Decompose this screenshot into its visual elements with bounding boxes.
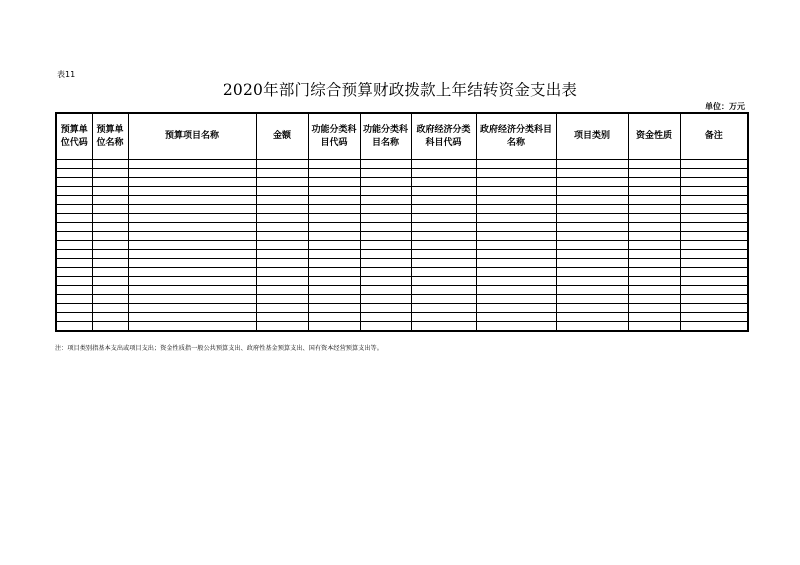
table-cell (556, 160, 628, 169)
table-number: 表11 (57, 70, 76, 79)
table-cell (308, 277, 360, 286)
table-cell (92, 259, 128, 268)
table-cell (308, 214, 360, 223)
table-cell (256, 295, 308, 304)
table-cell (92, 241, 128, 250)
table-cell (360, 214, 411, 223)
table-cell (56, 250, 92, 259)
table-row (56, 268, 748, 277)
table-cell (256, 259, 308, 268)
table-cell (308, 178, 360, 187)
table-row (56, 304, 748, 313)
table-cell (308, 205, 360, 214)
table-cell (628, 214, 680, 223)
header-economic-code: 政府经济分类科目代码 (411, 113, 476, 160)
table-cell (556, 205, 628, 214)
table-cell (411, 304, 476, 313)
table-cell (411, 259, 476, 268)
table-cell (92, 295, 128, 304)
table-cell (308, 196, 360, 205)
table-row (56, 259, 748, 268)
table-cell (680, 169, 748, 178)
table-cell (628, 259, 680, 268)
table-cell (256, 313, 308, 322)
header-project-name: 预算项目名称 (128, 113, 256, 160)
table-cell (128, 286, 256, 295)
table-cell (308, 259, 360, 268)
table-cell (556, 268, 628, 277)
table-cell (360, 268, 411, 277)
table-cell (476, 241, 556, 250)
table-cell (411, 268, 476, 277)
table-cell (256, 304, 308, 313)
table-cell (556, 178, 628, 187)
table-cell (308, 250, 360, 259)
table-cell (411, 205, 476, 214)
table-row (56, 169, 748, 178)
table-cell (556, 196, 628, 205)
table-cell (411, 169, 476, 178)
table-cell (56, 169, 92, 178)
table-cell (56, 232, 92, 241)
table-cell (680, 304, 748, 313)
table-cell (56, 304, 92, 313)
table-cell (92, 250, 128, 259)
table-cell (411, 178, 476, 187)
table-cell (92, 178, 128, 187)
table-cell (360, 178, 411, 187)
table-cell (92, 160, 128, 169)
table-cell (556, 232, 628, 241)
table-cell (256, 196, 308, 205)
table-cell (56, 187, 92, 196)
table-cell (556, 277, 628, 286)
table-cell (256, 268, 308, 277)
table-cell (56, 178, 92, 187)
table-cell (680, 286, 748, 295)
table-cell (680, 205, 748, 214)
table-row (56, 178, 748, 187)
table-cell (56, 286, 92, 295)
table-cell (680, 295, 748, 304)
table-cell (556, 304, 628, 313)
table-cell (92, 232, 128, 241)
table-row (56, 295, 748, 304)
table-cell (256, 178, 308, 187)
header-remarks: 备注 (680, 113, 748, 160)
table-row (56, 232, 748, 241)
table-cell (128, 160, 256, 169)
table-cell (92, 313, 128, 322)
table-cell (128, 304, 256, 313)
table-cell (360, 277, 411, 286)
table-cell (92, 223, 128, 232)
table-cell (556, 295, 628, 304)
table-cell (411, 322, 476, 332)
table-cell (256, 232, 308, 241)
table-cell (680, 196, 748, 205)
table-row (56, 187, 748, 196)
table-cell (128, 295, 256, 304)
table-cell (128, 259, 256, 268)
table-cell (411, 187, 476, 196)
table-cell (411, 313, 476, 322)
table-cell (628, 169, 680, 178)
table-cell (128, 322, 256, 332)
table-cell (56, 241, 92, 250)
table-cell (476, 277, 556, 286)
table-cell (680, 259, 748, 268)
table-cell (360, 241, 411, 250)
header-unit-code: 预算单位代码 (56, 113, 92, 160)
table-cell (556, 286, 628, 295)
table-cell (556, 214, 628, 223)
table-cell (476, 313, 556, 322)
table-cell (411, 277, 476, 286)
table-cell (628, 286, 680, 295)
table-cell (256, 277, 308, 286)
table-cell (56, 223, 92, 232)
table-cell (476, 205, 556, 214)
table-cell (256, 214, 308, 223)
table-cell (256, 169, 308, 178)
table-cell (680, 313, 748, 322)
table-cell (628, 223, 680, 232)
table-cell (128, 232, 256, 241)
table-cell (411, 250, 476, 259)
table-cell (360, 322, 411, 332)
table-cell (256, 241, 308, 250)
table-cell (256, 223, 308, 232)
table-cell (680, 160, 748, 169)
footnote: 注：项目类别指基本支出或项目支出；资金性质指一般公共预算支出、政府性基金预算支出、国有资本经营预算支出等。 (55, 345, 383, 352)
table-cell (92, 277, 128, 286)
table-cell (628, 268, 680, 277)
table-cell (628, 196, 680, 205)
table-cell (308, 304, 360, 313)
table-cell (360, 205, 411, 214)
table-cell (360, 160, 411, 169)
table-cell (360, 295, 411, 304)
table-cell (476, 178, 556, 187)
table-cell (360, 223, 411, 232)
table-cell (556, 223, 628, 232)
table-cell (92, 205, 128, 214)
table-cell (628, 241, 680, 250)
table-cell (628, 313, 680, 322)
table-cell (128, 205, 256, 214)
table-cell (628, 322, 680, 332)
table-row (56, 214, 748, 223)
table-cell (411, 160, 476, 169)
table-cell (92, 304, 128, 313)
table-cell (360, 196, 411, 205)
table-cell (476, 304, 556, 313)
table-row (56, 223, 748, 232)
table-cell (476, 250, 556, 259)
table-cell (476, 259, 556, 268)
table-cell (680, 250, 748, 259)
table-cell (476, 295, 556, 304)
table-cell (128, 250, 256, 259)
table-cell (256, 187, 308, 196)
table-cell (308, 223, 360, 232)
table-cell (92, 322, 128, 332)
table-cell (308, 268, 360, 277)
table-cell (56, 259, 92, 268)
table-cell (56, 160, 92, 169)
table-row (56, 286, 748, 295)
table-cell (256, 205, 308, 214)
table-cell (556, 322, 628, 332)
table-cell (411, 295, 476, 304)
table-cell (92, 196, 128, 205)
table-cell (56, 277, 92, 286)
budget-table (55, 112, 749, 332)
table-cell (628, 160, 680, 169)
table-cell (628, 178, 680, 187)
table-cell (411, 223, 476, 232)
table-cell (308, 322, 360, 332)
table-cell (556, 187, 628, 196)
table-row (56, 241, 748, 250)
table-cell (360, 250, 411, 259)
table-cell (476, 286, 556, 295)
table-cell (128, 223, 256, 232)
table-cell (360, 286, 411, 295)
table-cell (308, 241, 360, 250)
table-cell (308, 232, 360, 241)
table-cell (680, 322, 748, 332)
table-row (56, 205, 748, 214)
table-cell (308, 286, 360, 295)
table-cell (128, 196, 256, 205)
table-cell (628, 232, 680, 241)
table-cell (92, 169, 128, 178)
table-cell (411, 214, 476, 223)
table-cell (680, 187, 748, 196)
table-cell (56, 295, 92, 304)
table-cell (680, 241, 748, 250)
table-cell (680, 232, 748, 241)
table-cell (556, 313, 628, 322)
table-cell (256, 322, 308, 332)
header-economic-name: 政府经济分类科目名称 (476, 113, 556, 160)
table-cell (92, 187, 128, 196)
unit-label: 单位：万元 (705, 102, 745, 111)
table-cell (411, 241, 476, 250)
table-cell (476, 268, 556, 277)
table-row (56, 322, 748, 332)
table-cell (92, 214, 128, 223)
table-cell (680, 277, 748, 286)
table-cell (56, 322, 92, 332)
table-cell (128, 214, 256, 223)
table-cell (308, 295, 360, 304)
table-cell (92, 286, 128, 295)
table-cell (92, 268, 128, 277)
table-cell (628, 250, 680, 259)
table-cell (628, 187, 680, 196)
header-unit-name: 预算单位名称 (92, 113, 128, 160)
table-body (56, 160, 748, 332)
table-cell (360, 232, 411, 241)
table-cell (556, 169, 628, 178)
table-cell (360, 304, 411, 313)
table-cell (256, 250, 308, 259)
table-row (56, 160, 748, 169)
header-function-name: 功能分类科目名称 (360, 113, 411, 160)
table-row (56, 277, 748, 286)
table-cell (411, 286, 476, 295)
table-row (56, 250, 748, 259)
table-cell (56, 313, 92, 322)
table-cell (308, 313, 360, 322)
table-cell (628, 277, 680, 286)
header-project-type: 项目类别 (556, 113, 628, 160)
table-cell (308, 187, 360, 196)
table-cell (308, 169, 360, 178)
table-cell (556, 259, 628, 268)
table-cell (628, 295, 680, 304)
header-row (56, 113, 748, 160)
table-cell (128, 268, 256, 277)
table-cell (256, 160, 308, 169)
table-cell (680, 214, 748, 223)
table-cell (308, 160, 360, 169)
table-cell (128, 169, 256, 178)
table-cell (411, 196, 476, 205)
table-cell (680, 268, 748, 277)
header-fund-nature: 资金性质 (628, 113, 680, 160)
table-cell (56, 196, 92, 205)
table-cell (680, 178, 748, 187)
table-cell (56, 205, 92, 214)
table-cell (476, 169, 556, 178)
table-cell (476, 223, 556, 232)
table-cell (360, 187, 411, 196)
table-cell (628, 205, 680, 214)
table-row (56, 196, 748, 205)
table-cell (476, 322, 556, 332)
table-cell (256, 286, 308, 295)
table-cell (476, 160, 556, 169)
table-cell (128, 241, 256, 250)
table-cell (680, 223, 748, 232)
table-cell (56, 214, 92, 223)
table-cell (476, 187, 556, 196)
table-cell (128, 277, 256, 286)
table-cell (360, 313, 411, 322)
table-cell (556, 250, 628, 259)
table-cell (360, 259, 411, 268)
table-cell (411, 232, 476, 241)
header-amount: 金额 (256, 113, 308, 160)
header-function-code: 功能分类科目代码 (308, 113, 360, 160)
table-cell (476, 196, 556, 205)
table-cell (128, 187, 256, 196)
table-cell (476, 232, 556, 241)
table-row (56, 313, 748, 322)
table-cell (628, 304, 680, 313)
table-cell (360, 169, 411, 178)
table-cell (128, 178, 256, 187)
table-cell (476, 214, 556, 223)
document-title: 2020年部门综合预算财政拨款上年结转资金支出表 (222, 81, 578, 99)
table-cell (128, 313, 256, 322)
table-cell (556, 241, 628, 250)
table-cell (56, 268, 92, 277)
